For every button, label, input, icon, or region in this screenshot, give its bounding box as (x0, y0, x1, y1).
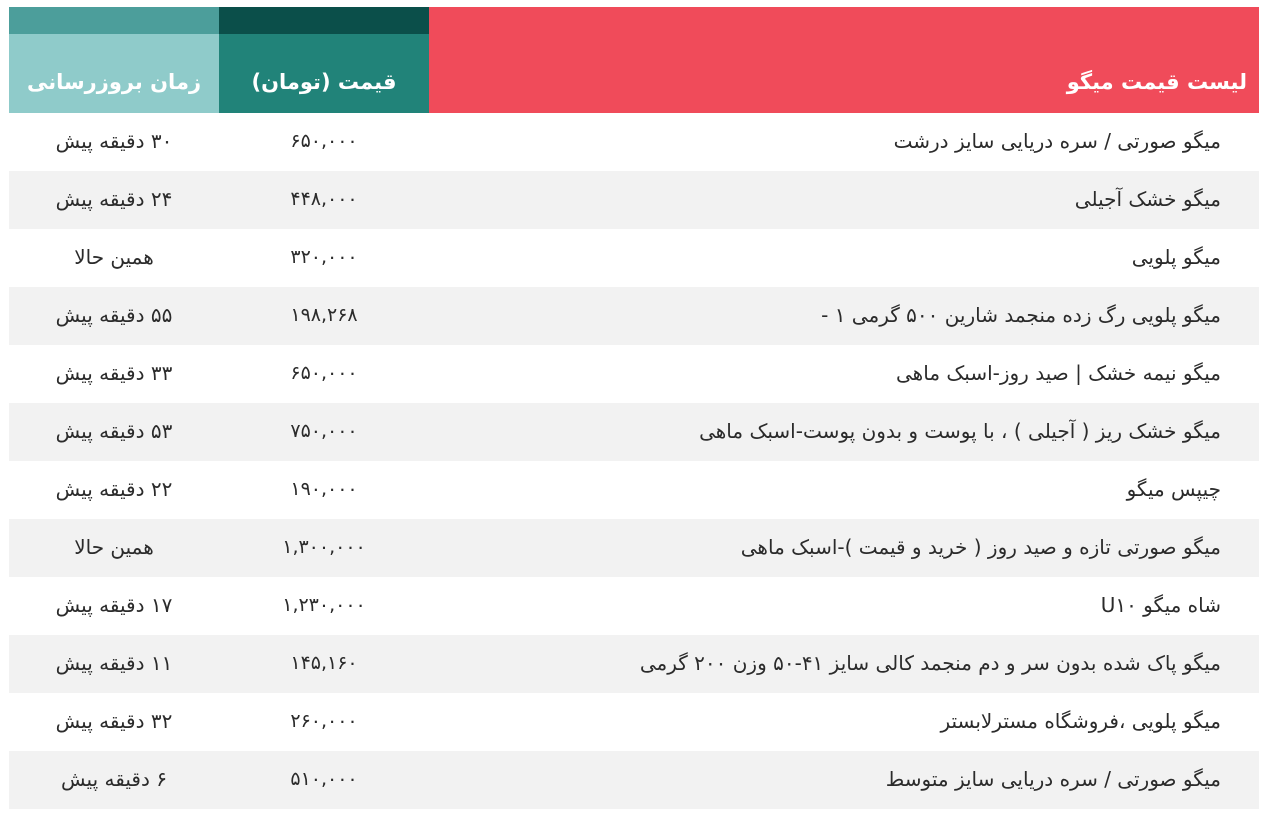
product-name-cell: میگو نیمه خشک | صید روز-اسبک ماهی (896, 361, 1221, 385)
price-cell: ۴۴۸,۰۰۰ (290, 188, 358, 210)
price-cell: ۱,۳۰۰,۰۰۰ (282, 536, 366, 558)
table-row (9, 171, 1259, 229)
update-time-cell: ۵۵ دقیقه پیش (55, 303, 173, 327)
price-header-stripe (219, 7, 429, 34)
price-cell: ۶۵۰,۰۰۰ (290, 130, 358, 152)
price-column-header (219, 7, 429, 113)
table-body (9, 113, 1259, 809)
update-time-cell: همین حالا (74, 245, 154, 269)
product-name-cell: میگو پاک شده بدون سر و دم منجمد کالی سایز ۴۱-۵۰ وزن ۲۰۰ گرمی (639, 651, 1221, 675)
product-name-cell: میگو صورتی / سره دریایی سایز متوسط (885, 767, 1221, 791)
price-cell: ۲۶۰,۰۰۰ (290, 710, 358, 732)
time-column-label: زمان بروزرسانی (26, 70, 202, 94)
update-time-cell: همین حالا (74, 535, 154, 559)
update-time-cell: ۵۳ دقیقه پیش (55, 419, 173, 443)
update-time-cell: ۱۱ دقیقه پیش (55, 651, 173, 675)
product-name-cell: میگو پلویی رگ زده منجمد شارین ۵۰۰ گرمی ۱ - (821, 303, 1221, 327)
price-cell: ۱۹۰,۰۰۰ (290, 478, 358, 500)
table-row (9, 577, 1259, 635)
table-row (9, 113, 1259, 171)
price-cell: ۱,۲۳۰,۰۰۰ (282, 594, 366, 616)
update-time-cell: ۲۲ دقیقه پیش (55, 477, 173, 501)
update-time-cell: ۲۴ دقیقه پیش (55, 187, 173, 211)
update-time-cell: ۳۲ دقیقه پیش (55, 709, 173, 733)
table-row (9, 635, 1259, 693)
table-row (9, 287, 1259, 345)
update-time-cell: ۱۷ دقیقه پیش (55, 593, 173, 617)
price-cell: ۷۵۰,۰۰۰ (290, 420, 358, 442)
table-row (9, 461, 1259, 519)
price-cell: ۱۴۵,۱۶۰ (290, 652, 358, 674)
time-column-header (9, 7, 219, 113)
product-name-cell: میگو پلویی (1131, 245, 1221, 269)
price-cell: ۳۲۰,۰۰۰ (290, 246, 358, 268)
price-cell: ۱۹۸,۲۶۸ (290, 304, 358, 326)
product-name-cell: شاه میگو U۱۰ (1100, 593, 1221, 617)
product-name-cell: میگو خشک آجیلی (1074, 187, 1221, 211)
table-row (9, 751, 1259, 809)
table-row (9, 693, 1259, 751)
table-header (9, 7, 1259, 113)
table-row (9, 403, 1259, 461)
table-row (9, 519, 1259, 577)
time-header-stripe (9, 7, 219, 34)
product-name-cell: میگو خشک ریز ( آجیلی ) ، با پوست و بدون پوست-اسبک ماهی (699, 419, 1221, 443)
product-name-cell: چیپس میگو (1126, 477, 1221, 501)
product-name-cell: میگو صورتی / سره دریایی سایز درشت (893, 129, 1221, 153)
table-title: لیست قیمت میگو (1066, 70, 1247, 94)
price-column-label: قیمت (تومان) (251, 70, 397, 94)
price-cell: ۵۱۰,۰۰۰ (290, 768, 358, 790)
price-cell: ۶۵۰,۰۰۰ (290, 362, 358, 384)
update-time-cell: ۳۰ دقیقه پیش (55, 129, 173, 153)
price-table (9, 7, 1259, 809)
title-column-header (429, 7, 1259, 113)
product-name-cell: میگو پلویی ،فروشگاه مسترلابستر (940, 709, 1221, 733)
update-time-cell: ۶ دقیقه پیش (61, 767, 167, 791)
table-row (9, 229, 1259, 287)
table-row (9, 345, 1259, 403)
product-name-cell: میگو صورتی تازه و صید روز ( خرید و قیمت )-اسبک ماهی (740, 535, 1221, 559)
update-time-cell: ۳۳ دقیقه پیش (55, 361, 173, 385)
